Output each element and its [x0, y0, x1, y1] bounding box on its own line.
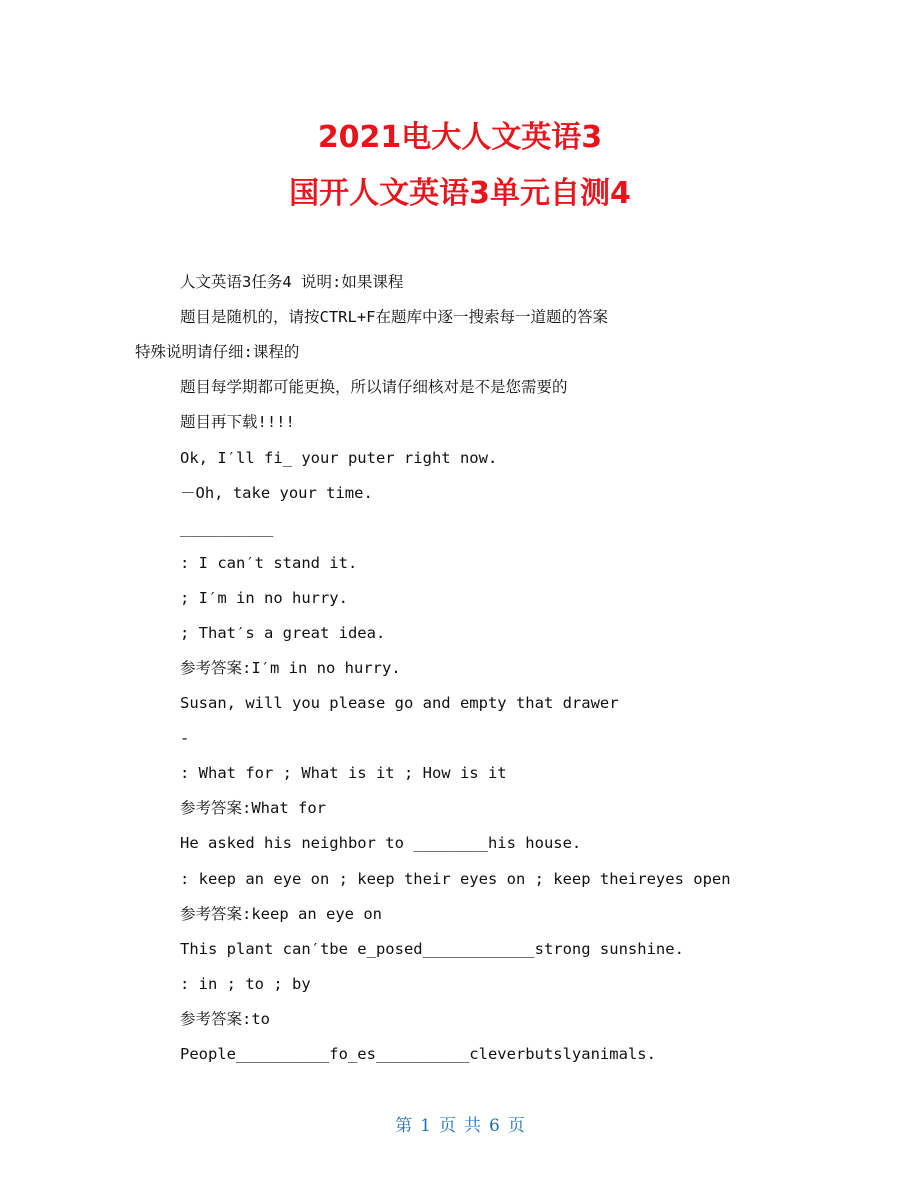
answer-option: : in ; to ; by: [180, 975, 311, 993]
footer-page-word: 页: [439, 1116, 456, 1136]
intro-line: 题目是随机的，请按CTRL+F在题库中逐一搜索每一道题的答案: [180, 308, 608, 326]
reference-answer: 参考答案:I′m in no hurry.: [180, 659, 401, 677]
question-text: －Oh, take your time.: [180, 484, 373, 502]
footer-total-pages: 6: [489, 1116, 500, 1136]
answer-option: ; I′m in no hurry.: [180, 589, 348, 607]
footer-current-page: 1: [420, 1116, 431, 1136]
document-title-line-1: 2021电大人文英语3: [317, 120, 603, 155]
question-text: Ok, I′ll fi_ your puter right now.: [180, 449, 498, 467]
page-footer: [0, 1114, 920, 1138]
intro-line: 人文英语3任务4 说明:如果课程: [180, 273, 404, 291]
answer-option: : What for ; What is it ; How is it: [180, 764, 507, 782]
question-text: Susan, will you please go and empty that drawer: [180, 694, 619, 712]
question-text: People__________fo_es__________cleverbutslyanimals.: [180, 1045, 656, 1063]
blank-line: __________: [180, 519, 274, 537]
footer-page-word: 第: [395, 1116, 413, 1136]
reference-answer: 参考答案:What for: [180, 799, 326, 817]
reference-answer: 参考答案:to: [180, 1010, 270, 1028]
answer-option: ; That′s a great idea.: [180, 624, 386, 642]
intro-line: 题目每学期都可能更换，所以请仔细核对是不是您需要的: [180, 378, 568, 396]
reference-answer: 参考答案:keep an eye on: [180, 905, 382, 923]
question-text: -: [180, 729, 190, 747]
question-text: This plant can′tbe e_posed____________strong sunshine.: [180, 940, 684, 958]
answer-option: : I can′t stand it.: [180, 554, 358, 572]
document-title-line-2: 国开人文英语3单元自测4: [289, 176, 631, 211]
footer-total-word: 共: [464, 1116, 481, 1136]
intro-line: 特殊说明请仔细:课程的: [135, 343, 300, 361]
answer-option: : keep an eye on ; keep their eyes on ; keep theireyes open: [180, 870, 731, 888]
intro-line: 题目再下载!!!!: [180, 413, 295, 431]
footer-page-word: 页: [507, 1116, 525, 1136]
question-text: He asked his neighbor to ________his house.: [180, 834, 582, 852]
